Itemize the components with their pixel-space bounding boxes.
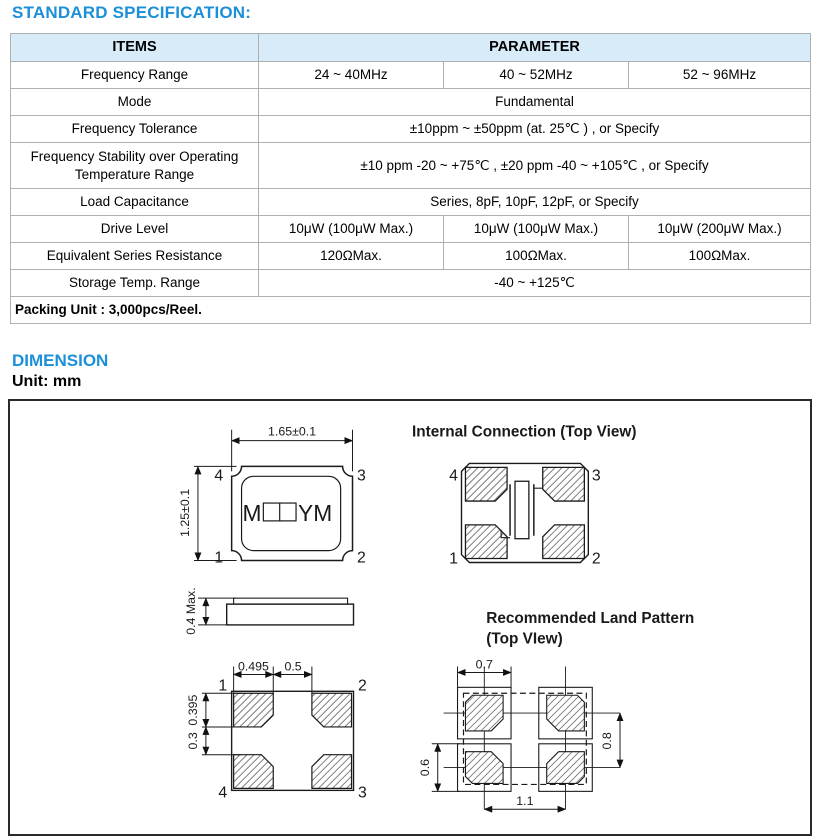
value-cell: 40 ~ 52MHz <box>444 62 629 89</box>
pin-label-1: 1 <box>214 549 224 567</box>
table-row <box>11 89 811 116</box>
pin-label-3: 3 <box>357 467 366 485</box>
internal-connection-drawing <box>462 463 589 562</box>
dim-package-width: 1.65±0.1 <box>268 424 317 439</box>
dim-package-height: 1.25±0.1 <box>178 488 193 538</box>
dimension-figure-frame <box>8 399 812 836</box>
value-cell: -40 ~ +125℃ <box>259 270 811 297</box>
package-top-view <box>194 430 353 561</box>
table-row <box>11 116 811 143</box>
dim-thickness: 0.4 Max. <box>183 587 198 635</box>
value-cell: 120ΩMax. <box>259 243 444 270</box>
dim-land-width: 0.7 <box>475 657 493 672</box>
land-pattern-title-line2: (Top VIew) <box>486 630 563 648</box>
packing-unit-row <box>11 297 811 324</box>
table-row <box>11 243 811 270</box>
pin-label-4: 4 <box>218 784 228 802</box>
spec-section-title: STANDARD SPECIFICATION: <box>12 3 252 22</box>
value-cell: 10μW (100μW Max.) <box>259 216 444 243</box>
item-cell: Frequency Tolerance <box>11 116 259 143</box>
unit-label: Unit: mm <box>12 373 82 390</box>
item-cell: Frequency Stability over Operating Temperature Range <box>11 143 259 189</box>
pin-label-3: 3 <box>591 467 601 485</box>
specification-table <box>10 33 811 324</box>
dimension-section-title: DIMENSION <box>12 351 109 370</box>
value-cell: ±10 ppm -20 ~ +75℃ , ±20 ppm -40 ~ +105℃ , or Specify <box>259 143 811 189</box>
pin-label-3: 3 <box>358 784 367 802</box>
value-cell: Fundamental <box>259 89 811 116</box>
marking-prefix: M <box>242 499 262 526</box>
value-cell: 100ΩMax. <box>444 243 629 270</box>
table-header-row <box>11 34 811 62</box>
pin-label-1: 1 <box>218 677 228 695</box>
dim-pad-width: 0.495 <box>237 659 269 674</box>
value-cell: ±10ppm ~ ±50ppm (at. 25℃ ) , or Specify <box>259 116 811 143</box>
pin-label-2: 2 <box>358 677 367 695</box>
dim-col-pitch: 1.1 <box>516 794 534 809</box>
marking-suffix: YM <box>298 499 333 526</box>
side-view <box>198 598 354 625</box>
value-cell: 52 ~ 96MHz <box>629 62 811 89</box>
table-row <box>11 143 811 189</box>
value-cell: 10μW (200μW Max.) <box>629 216 811 243</box>
pin-label-1: 1 <box>449 550 458 568</box>
dim-pad-height: 0.395 <box>185 694 200 726</box>
dim-row-gap: 0.3 <box>185 732 200 750</box>
value-cell: 100ΩMax. <box>629 243 811 270</box>
pin-label-2: 2 <box>591 550 601 568</box>
header-items: ITEMS <box>11 34 259 62</box>
land-pattern-drawing <box>432 667 620 810</box>
value-cell: 24 ~ 40MHz <box>259 62 444 89</box>
item-cell: Storage Temp. Range <box>11 270 259 297</box>
dim-pad-gap: 0.5 <box>284 659 302 674</box>
table-row <box>11 216 811 243</box>
internal-connection-title: Internal Connection (Top View) <box>411 423 637 441</box>
dimension-drawing <box>10 401 806 830</box>
pin-label-2: 2 <box>357 549 366 567</box>
dim-row-pitch: 0.8 <box>600 732 615 750</box>
header-parameter: PARAMETER <box>259 34 811 62</box>
item-cell: Drive Level <box>11 216 259 243</box>
land-pattern-title-line1: Recommended Land Pattern <box>486 609 695 627</box>
table-row <box>11 270 811 297</box>
item-cell: Frequency Range <box>11 62 259 89</box>
dim-land-height: 0.6 <box>417 758 432 777</box>
value-cell: 10μW (100μW Max.) <box>444 216 629 243</box>
table-row <box>11 189 811 216</box>
pin-label-4: 4 <box>449 467 458 485</box>
packing-unit-cell: Packing Unit : 3,000pcs/Reel. <box>11 297 811 324</box>
value-cell: Series, 8pF, 10pF, 12pF, or Specify <box>259 189 811 216</box>
pin-label-4: 4 <box>214 467 224 485</box>
item-cell: Mode <box>11 89 259 116</box>
table-row <box>11 62 811 89</box>
item-cell: Load Capacitance <box>11 189 259 216</box>
item-cell: Equivalent Series Resistance <box>11 243 259 270</box>
